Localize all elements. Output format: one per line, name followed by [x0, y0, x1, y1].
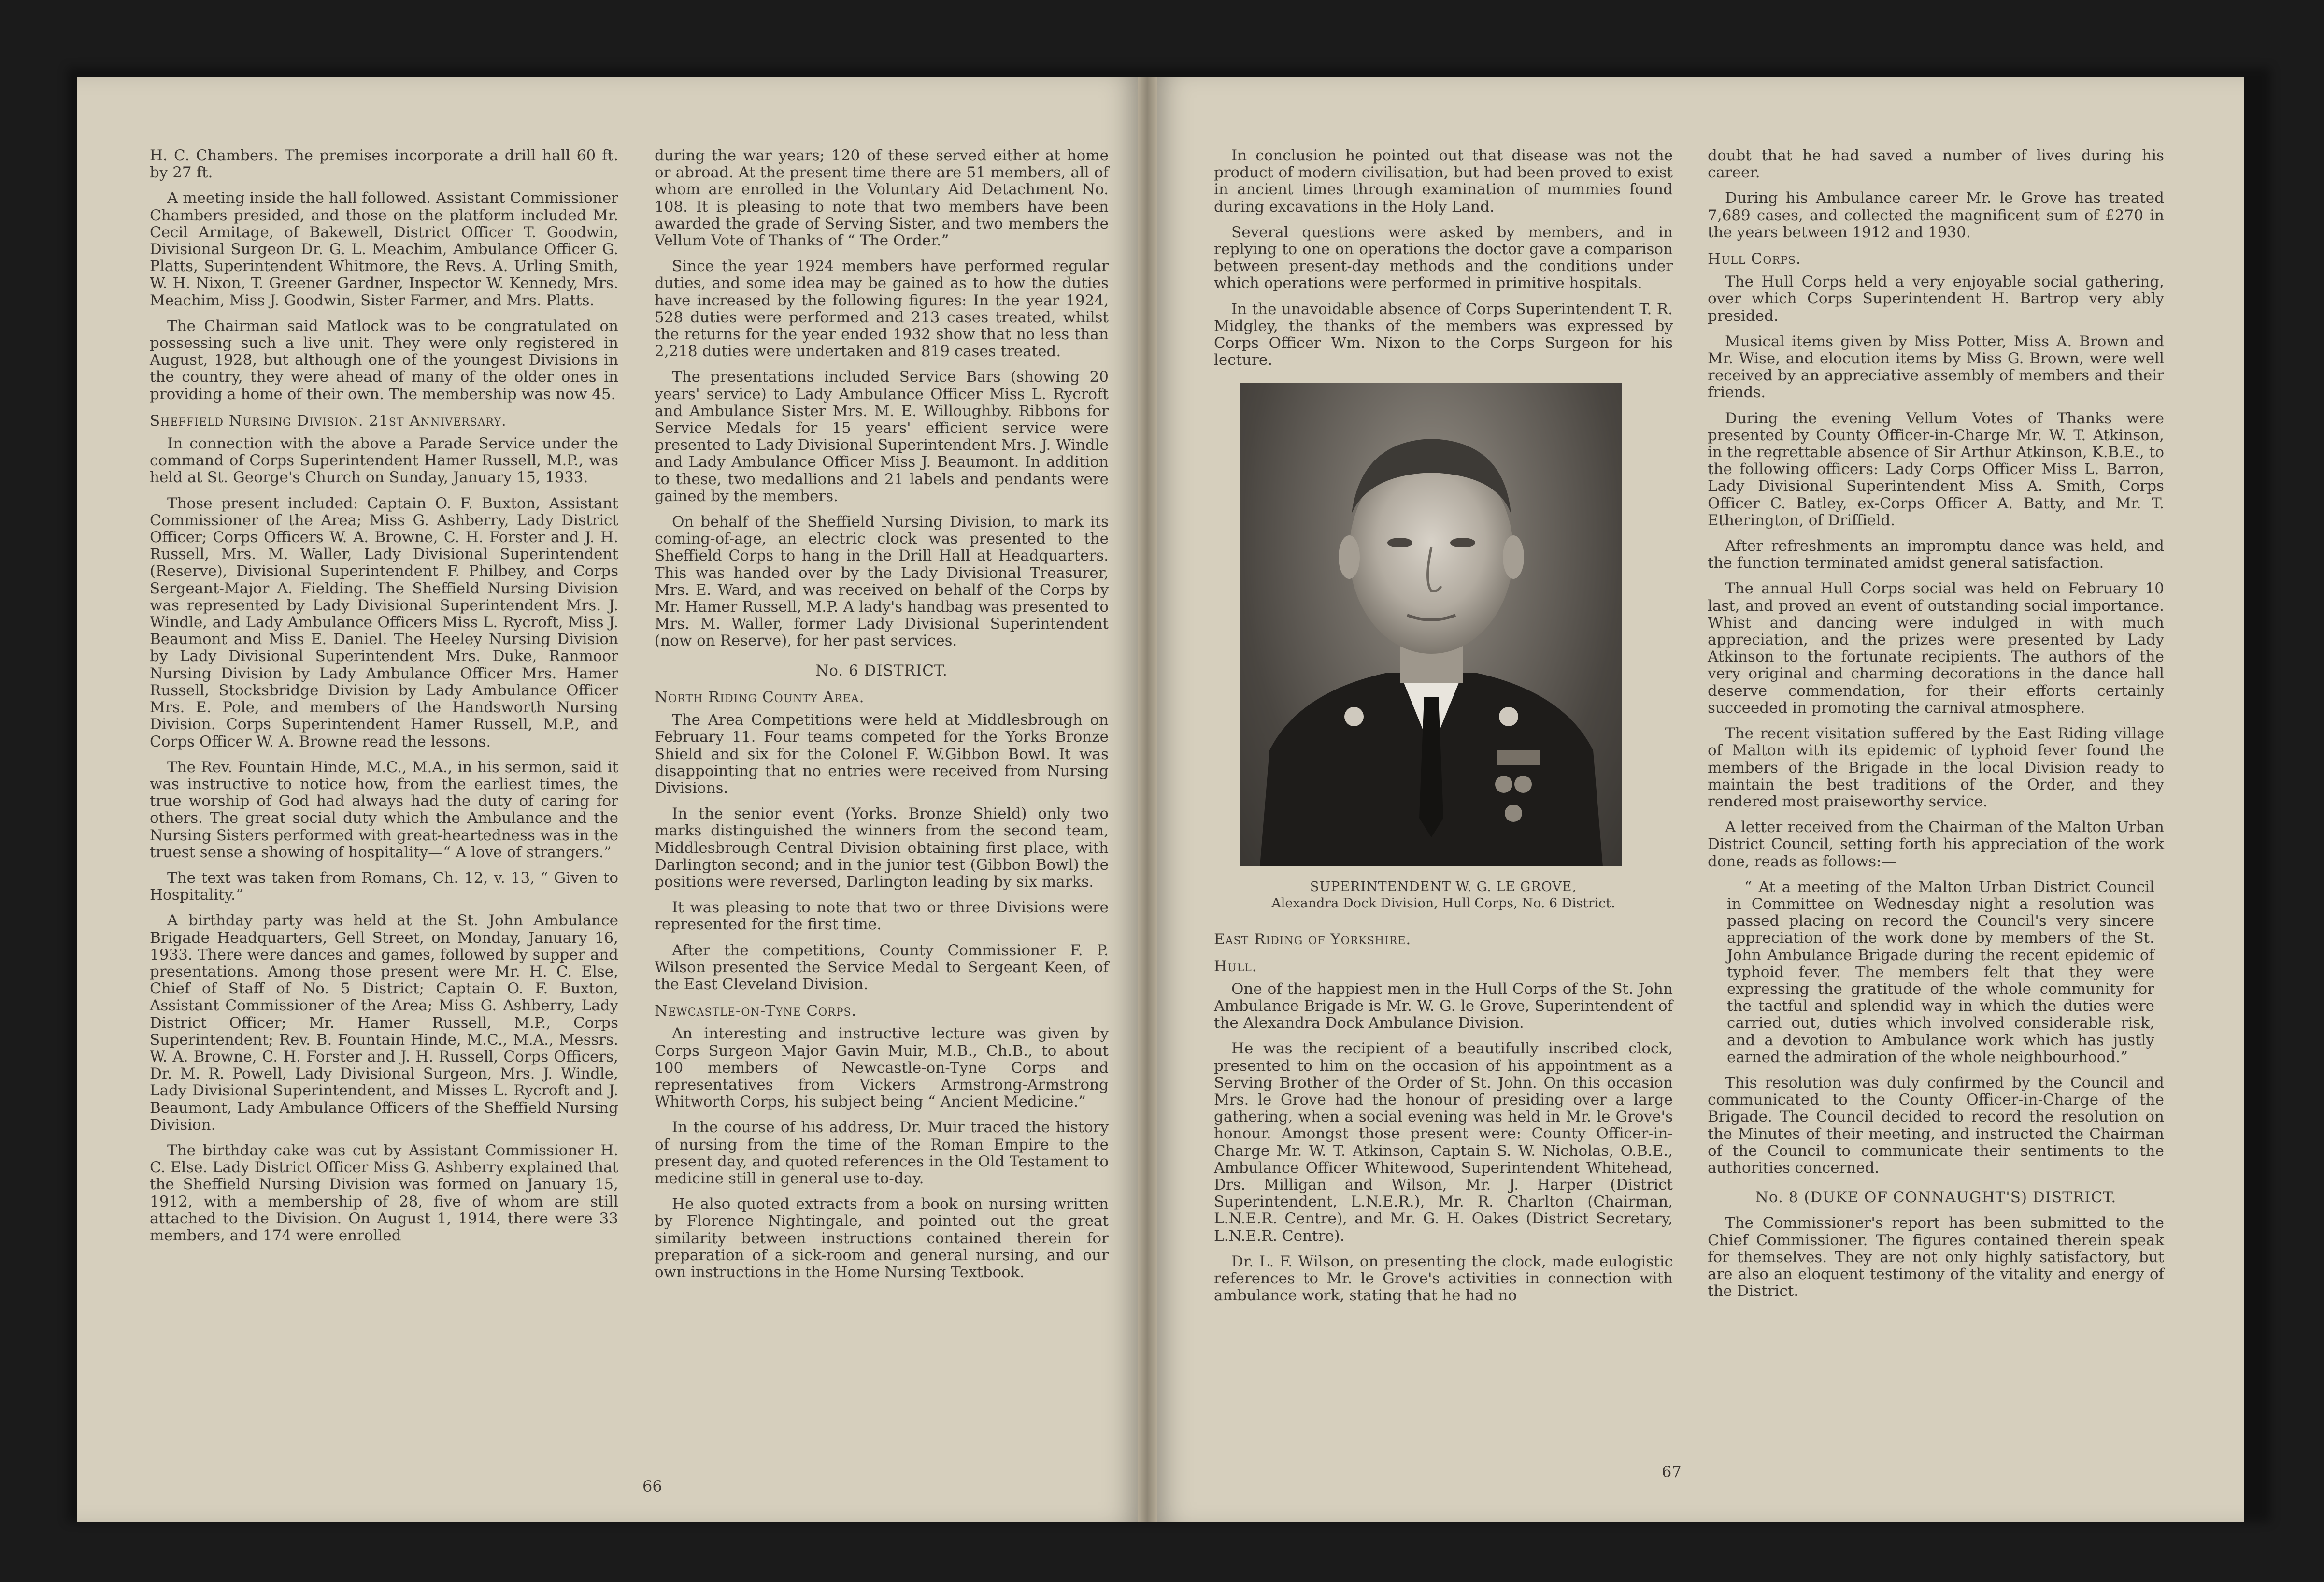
paragraph: In conclusion he pointed out that disease was not the product of modern civilisation, but had been proved to exist in ancient times through examination of mummies found during excavations in the Holy Land. [1214, 147, 1673, 216]
section-heading: Hull Corps. [1708, 250, 1801, 268]
photo-caption-subtitle: Alexandra Dock Division, Hull Corps, No. 6 District. [1271, 896, 1615, 911]
paragraph: It was pleasing to note that two or three Divisions were represented for the first time. [655, 899, 1109, 934]
portrait-illustration [1240, 383, 1622, 866]
paragraph: Dr. L. F. Wilson, on presenting the clock, made eulogistic references to Mr. le Grove's activities in connection with ambulance work, stating that he had no [1214, 1252, 1673, 1305]
paragraph: During the evening Vellum Votes of Thanks were presented by County Officer-in-Charge Mr. W. T. Atkinson, in the regrettable absence of Sir Arthur Atkinson, K.B.E., to the following officers: Lady Corps Officer Miss L. Barron, Lady Divisional Superintendent Miss A. Smith, Corps Officer C. Batley, ex-Corps Officer A. Batty, and Mr. T. Etherington, of Driffield. [1708, 409, 2164, 529]
right-page-column-2 [1708, 147, 2164, 1309]
paragraph: The Commissioner's report has been submitted to the Chief Commissioner. The figures contained therein speak for themselves. They are not only highly satisfactory, but are also an eloquent testimony of the vitality and energy of the District. [1708, 1214, 2164, 1300]
paragraph: A meeting inside the hall followed. Assistant Commissioner Chambers presided, and those on the platform included Mr. Cecil Armitage, of Bakewell, District Officer T. Goodwin, Divisional Surgeon Dr. G. L. Meachim, Ambulance Officer G. Platts, Superintendent Whitmore, the Revs. A. Urling Smith, W. H. Nixon, T. Greener Gardner, Inspector W. Kennedy, Mrs. Meachim, Miss J. Goodwin, Sister Farmer, and Mrs. Platts. [150, 189, 618, 309]
book-gutter [1138, 77, 1157, 1522]
right-page [1157, 77, 2244, 1522]
section-heading: Hull. [1214, 957, 1257, 975]
paragraph: during the war years; 120 of these served either at home or abroad. At the present time there are 51 members, all of whom are enrolled in the Voluntary Aid Detachment No. 108. It is pleasing to note that two members have been awarded the grade of Serving Sister, and two members the Vellum Vote of Thanks of “ The Order.” [655, 147, 1109, 250]
paragraph: Those present included: Captain O. F. Buxton, Assistant Commissioner of the Area; Miss G. Ashberry, Lady District Officer; Corps Officers W. A. Browne, C. H. Forster and J. H. Russell, Mrs. M. Waller, Lady Divisional Superintendent (Reserve), Divisional Superintendent F. Philbey, and Corps Sergeant-Major A. Fielding. The Sheffield Nursing Division was represented by Lady Divisional Superintendent Mrs. J. Windle, and Lady Ambulance Officers Miss L. Rycroft, Miss J. Beaumont and Miss E. Daniel. The Heeley Nursing Division by Lady Divisional Superintendent Mrs. Duke, Ranmoor Nursing Division by Lady Ambulance Officer Mrs. Hamer Russell, Stocksbridge Division by Lady Ambulance Officer Mrs. E. Pole, and members of the Handsworth Nursing Division. Corps Superintendent Hamer Russell, M.P., and Corps Officer W. A. Browne read the lessons. [150, 494, 618, 750]
column-top-text [1214, 147, 1673, 369]
left-page [77, 77, 1138, 1522]
paragraph: In connection with the above a Parade Service under the command of Corps Superintendent Hamer Russell, M.P., was held at St. George's Church on Sunday, January 15, 1933. [150, 435, 618, 487]
paragraph: A birthday party was held at the St. John Ambulance Brigade Headquarters, Gell Street, on Monday, January 16, 1933. There were dances and games, followed by supper and presentations. Among those present were Mr. H. C. Else, Chief of Staff of No. 5 District; Captain O. F. Buxton, Assistant Commissioner of the Area; Miss G. Ashberry, Lady District Officer; Mr. Hamer Russell, M.P., Corps Superintendent; Rev. B. Fountain Hinde, M.C., M.A., Messrs. W. A. Browne, C. H. Forster and J. H. Russell, Corps Officers, Dr. M. R. Powell, Lady Divisional Surgeon, Mrs. J. Windle, Lady Divisional Superintendent, and Misses L. Rycroft and J. Beaumont, Lady Ambulance Officers of the Sheffield Nursing Division. [150, 912, 618, 1134]
paragraph: On behalf of the Sheffield Nursing Division, to mark its coming-of-age, an electric clock was presented to the Sheffield Corps to hang in the Drill Hall at Headquarters. This was handed over by the Lady Divisional Treasurer, Mrs. E. Ward, and was received on behalf of the Corps by Mr. Hamer Russell, M.P. A lady's handbag was presented to Mrs. M. Waller, former Lady Divisional Superintendent (now on Reserve), for her past services. [655, 513, 1109, 650]
section-heading: Newcastle-on-Tyne Corps. [655, 1002, 857, 1020]
paragraph: doubt that he had saved a number of lives during his career. [1708, 147, 2164, 182]
paragraph: After refreshments an impromptu dance was held, and the function terminated amidst general satisfaction. [1708, 537, 2164, 572]
paragraph: The Chairman said Matlock was to be congratulated on possessing such a live unit. They were only registered in August, 1928, but although one of the youngest Divisions in the country, they were ahead of many of the older ones in providing a home of their own. The membership was now 45. [150, 317, 618, 403]
paragraph: The recent visitation suffered by the East Riding village of Malton with its epidemic of typhoid fever found the members of the Brigade in the local Division ready to maintain the best traditions of the Order, and they rendered most praiseworthy service. [1708, 725, 2164, 810]
paragraph: The presentations included Service Bars (showing 20 years' service) to Lady Ambulance Officer Miss L. Rycroft and Ambulance Sister Mrs. M. E. Willoughby. Ribbons for Service Medals for 15 years' efficient service were presented to Lady Divisional Superintendent Mrs. J. Windle and Lady Ambulance Officer Miss J. Beaumont. In addition to these, two medallions and 21 labels and pendants were gained by the members. [655, 368, 1109, 505]
column-bottom-text [1214, 931, 1673, 1304]
paragraph: Since the year 1924 members have performed regular duties, and some idea may be gained as to how the duties have increased by the following figures: In the year 1924, 528 duties were performed and 213 cases treated, whilst the returns for the year ended 1932 show that no less than 2,218 duties were undertaken and 819 cases treated. [655, 258, 1109, 360]
page-number: 66 [642, 1477, 662, 1496]
block-quote: “ At a meeting of the Malton Urban District Council in Committee on Wednesday night a resolution was passed placing on record the Council's very sincere appreciation of the work done by members of the St. John Ambulance Brigade during the recent epidemic of typhoid fever. The members felt that they were expressing the gratitude of the whole community for the tactful and splendid way in which the duties were carried out, duties which involved considerable risk, and a devotion to Ambulance work which has justly earned the admiration of the whole neighbourhood.” [1727, 878, 2154, 1066]
paragraph: During his Ambulance career Mr. le Grove has treated 7,689 cases, and collected the magnificent sum of £270 in the years between 1912 and 1930. [1708, 189, 2164, 241]
left-page-column-1 [150, 147, 618, 1253]
section-heading: North Riding County Area. [655, 688, 865, 706]
paragraph: This resolution was duly confirmed by the Council and communicated to the County Officer-in-Charge of the Brigade. The Council decided to record the resolution on the Minutes of their meeting, and instructed the Chairman of the Council to communicate their sentiments to the authorities concerned. [1708, 1074, 2164, 1177]
paragraph: The annual Hull Corps social was held on February 10 last, and proved an event of outstanding social importance. Whist and dancing were indulged in with much appreciation, and the prizes were presented by Lady Atkinson to the fortunate recipients. The authors of the very original and charming decorations in the dance hall deserve commendation, for their efforts certainly succeeded in promoting the carnival atmosphere. [1708, 580, 2164, 717]
paragraph: In the unavoidable absence of Corps Superintendent T. R. Midgley, the thanks of the members was expressed by Corps Officer Wm. Nixon to the Corps Surgeon for his lecture. [1214, 300, 1673, 369]
paragraph: In the course of his address, Dr. Muir traced the history of nursing from the time of the Roman Empire to the present day, and quoted references in the Old Testament to medicine still in general use to-day. [655, 1119, 1109, 1187]
paragraph: Several questions were asked by members, and in replying to one on operations the doctor gave a comparison between present-day methods and the conditions under which operations were performed in primitive hospitals. [1214, 223, 1673, 292]
district-heading: No. 6 DISTRICT. [815, 662, 948, 679]
paragraph: The Area Competitions were held at Middlesbrough on February 11. Four teams competed for the Yorks Bronze Shield and six for the Colonel F. W.Gibbon Bowl. It was disappointing that no entries were received from Nursing Divisions. [655, 711, 1109, 797]
paragraph: The birthday cake was cut by Assistant Commissioner H. C. Else. Lady District Officer Miss G. Ashberry explained that the Sheffield Nursing Division was formed on January 15, 1912, with a membership of 28, five of whom are still attached to the Division. On August 1, 1914, there were 33 members, and 174 were enrolled [150, 1141, 618, 1244]
paragraph: The text was taken from Romans, Ch. 12, v. 13, “ Given to Hospitality.” [150, 869, 618, 904]
right-page-column-1 [1214, 147, 1673, 1313]
section-heading: East Riding of Yorkshire. [1214, 931, 1412, 949]
paragraph: One of the happiest men in the Hull Corps of the St. John Ambulance Brigade is Mr. W. G. le Grove, Superintendent of the Alexandra Dock Ambulance Division. [1214, 980, 1673, 1032]
paragraph: H. C. Chambers. The premises incorporate a drill hall 60 ft. by 27 ft. [150, 147, 618, 182]
paragraph: An interesting and instructive lecture was given by Corps Surgeon Major Gavin Muir, M.B., Ch.B., to about 100 members of Newcastle-on-Tyne Corps and representatives from Vickers Armstrong-Armstrong Whitworth Corps, his subject being “ Ancient Medicine.” [655, 1025, 1109, 1111]
paragraph: Musical items given by Miss Potter, Miss A. Brown and Mr. Wise, and elocution items by Miss G. Brown, were well received by an appreciative assembly of members and their friends. [1708, 332, 2164, 402]
left-page-column-2 [655, 147, 1109, 1290]
paragraph: He was the recipient of a beautifully inscribed clock, presented to him on the occasion of his appointment as a Serving Brother of the Order of St. John. On this occasion Mrs. le Grove had the honour of presiding over a large gathering, when a social evening was held in Mr. le Grove's honour. Amongst those present were: County Officer-in-Charge Mr. W. T. Atkinson, Captain S. W. Nicholas, O.B.E., Ambulance Officer Whitewood, Superintendent Whitehead, Drs. Milligan and Wilson, Mr. J. Harper (District Superintendent, L.N.E.R.), Mr. R. Charlton (Chairman, L.N.E.R. Centre), and Mr. G. H. Oakes (District Secretary, L.N.E.R. Centre). [1214, 1040, 1673, 1245]
paragraph: After the competitions, County Commissioner F. P. Wilson presented the Service Medal to Sergeant Keen, of the East Cleveland Division. [655, 941, 1109, 993]
paragraph: He also quoted extracts from a book on nursing written by Florence Nightingale, and pointed out the great similarity between instructions contained therein for preparation of a sick-room and general nursing, and our own instructions in the Home Nursing Textbook. [655, 1195, 1109, 1281]
page-number: 67 [1662, 1463, 1682, 1481]
paragraph: The Rev. Fountain Hinde, M.C., M.A., in his sermon, said it was instructive to notice how, from the earliest times, the true worship of God had always had the duty of caring for others. The great social duty which the Ambulance and the Nursing Sisters performed with great-heartedness was in the truest sense a showing of hospitality—“ A love of strangers.” [150, 758, 618, 861]
paragraph: In the senior event (Yorks. Bronze Shield) only two marks distinguished the winners from the second team, Middlesbrough Central Division obtaining first place, with Darlington second; and in the junior test (Gibbon Bowl) the positions were reversed, Darlington leading by six marks. [655, 805, 1109, 891]
section-heading: Sheffield Nursing Division. 21st Anniversary. [150, 412, 507, 430]
photo-caption-title: SUPERINTENDENT W. G. LE GROVE, [1310, 879, 1577, 895]
paragraph: The Hull Corps held a very enjoyable social gathering, over which Corps Superintendent H. Bartrop very ably presided. [1708, 273, 2164, 325]
photo-caption [1214, 879, 1673, 912]
paragraph: A letter received from the Chairman of the Malton Urban District Council, setting forth his appreciation of the work done, reads as follows:— [1708, 819, 2164, 870]
portrait-photo [1240, 383, 1622, 866]
district-heading: No. 8 (DUKE OF CONNAUGHT'S) DISTRICT. [1755, 1189, 2117, 1207]
